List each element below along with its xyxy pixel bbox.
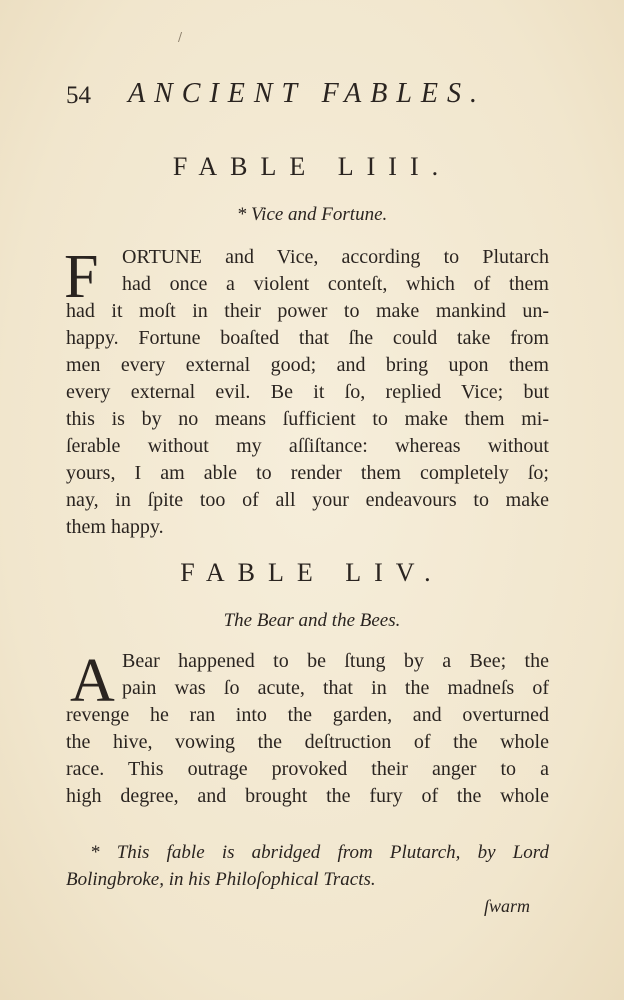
fable-53-line: them happy. xyxy=(66,516,164,538)
fable-53-line: nay, in ſpite too of all your endeavours to make xyxy=(66,489,549,511)
fable-53-subtitle: * Vice and Fortune. xyxy=(236,204,388,225)
fable-53-line: this is by no means ſufficient to make them mi- xyxy=(66,408,549,430)
footnote-line: * This fable is abridged from Plutarch, by Lord xyxy=(90,842,549,863)
fable-53-line: happy. Fortune boaſted that ſhe could take from xyxy=(66,327,549,349)
fable-53-line: ſerable without my aſſiſtance: whereas without xyxy=(66,435,549,457)
running-title: ANCIENT FABLES. xyxy=(128,78,487,109)
fable-54-drop-cap: A xyxy=(70,647,115,715)
fable-53-line: yours, I am able to render them completely ſo; xyxy=(66,462,549,484)
catchword: ſwarm xyxy=(484,896,531,916)
fable-53-line: men every external good; and bring upon them xyxy=(66,354,549,376)
fable-54-line: the hive, vowing the deſtruction of the whole xyxy=(66,731,549,753)
fable-53-line: ORTUNE and Vice, according to Plutarch xyxy=(122,246,549,268)
fable-54-line: Bear happened to be ſtung by a Bee; the xyxy=(122,650,549,672)
fable-54-line: revenge he ran into the garden, and overturned xyxy=(66,704,549,726)
margin-mark: / xyxy=(178,30,183,44)
fable-53-drop-cap: F xyxy=(64,243,99,311)
fable-54-subtitle: The Bear and the Bees. xyxy=(223,610,401,631)
fable-53-title: FABLE LIII. xyxy=(172,152,452,181)
fable-54-line: high degree, and brought the fury of the whole xyxy=(66,785,549,807)
fable-53-line: every external evil. Be it ſo, replied Vice; but xyxy=(66,381,549,403)
fable-53-line: had it moſt in their power to make mankind un- xyxy=(66,300,549,322)
fable-54-line: race. This outrage provoked their anger to a xyxy=(66,758,549,780)
page-header xyxy=(66,78,526,122)
fable-53-line: had once a violent conteſt, which of them xyxy=(122,273,549,295)
fable-54-title: FABLE LIV. xyxy=(180,558,444,587)
page-number: 54 xyxy=(66,82,91,109)
footnote-line: Bolingbroke, in his Philoſophical Tracts. xyxy=(66,869,376,890)
fable-54-line: pain was ſo acute, that in the madneſs of xyxy=(122,677,549,699)
